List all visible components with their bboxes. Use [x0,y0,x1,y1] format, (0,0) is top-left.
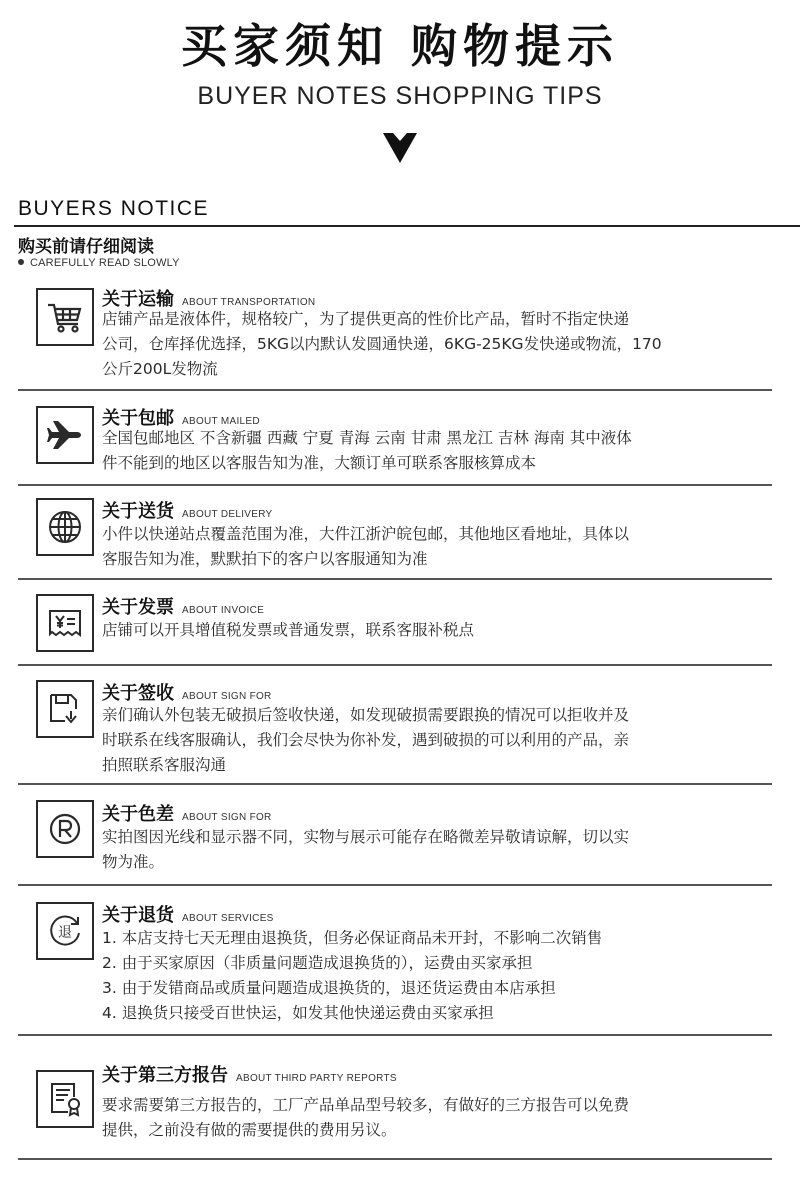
section-body [102,307,770,382]
body-line: 实拍图因光线和显示器不同，实物与展示可能存在略微差异敬请谅解，切以实 [102,828,630,846]
section-title-cn: 关于签收 [102,683,174,704]
registered-icon [36,800,94,858]
section-body [102,1093,770,1143]
return-icon-glyph: 退 [58,925,72,941]
section-title [102,800,272,826]
section-title-cn: 关于色差 [102,804,174,825]
body-line: 物为准。 [102,853,165,871]
section-divider [18,1158,772,1160]
section-body [102,522,770,572]
section-body [102,703,770,778]
body-line: 拍照联系客服沟通 [102,756,227,774]
section-body [102,825,770,875]
body-line: 件不能到的地区以客服告知为准，大额订单可联系客服核算成本 [102,454,537,472]
section-title-en: ABOUT DELIVERY [182,509,273,520]
body-line: 客服告知为准，默默拍下的客户以客服通知为准 [102,550,428,568]
section-title-cn: 关于包邮 [102,408,174,429]
section-divider [18,484,772,486]
notice-cn: 购买前请仔细阅读 [18,237,154,257]
section-divider [18,664,772,666]
section-title-en: ABOUT SIGN FOR [182,812,272,823]
report-icon [36,1070,94,1128]
section-body [102,426,770,476]
notice-rule [14,225,800,227]
return-icon [36,902,94,960]
section-divider [18,884,772,886]
shopping-cart-icon [36,288,94,346]
body-line: 亲们确认外包装无破损后签收快递，如发现破损需要跟换的情况可以拒收并及 [102,706,630,724]
globe-icon [36,498,94,556]
section-title-cn: 关于运输 [102,289,174,310]
section-title [102,901,274,927]
section-title-en: ABOUT SERVICES [182,913,274,924]
section-title-cn: 关于发票 [102,597,174,618]
section-title [102,679,272,705]
body-line: 小件以快递站点覆盖范围为准，大件江浙沪皖包邮，其他地区看地址，具体以 [102,525,630,543]
section-body [102,926,770,1026]
sign-for-icon [36,680,94,738]
page-subtitle: BUYER NOTES SHOPPING TIPS [197,82,603,110]
section-divider [18,389,772,391]
body-line: 4. 退换货只接受百世快运，如发其他快递运费由买家承担 [102,1004,494,1022]
page-title: 买家须知 购物提示 [180,19,619,73]
section-title-en: ABOUT MAILED [182,416,260,427]
notice-heading: BUYERS NOTICE [18,197,210,220]
bullet-dot-icon [18,259,24,265]
body-line: 1. 本店支持七天无理由退换货，但务必保证商品未开封，不影响二次销售 [102,929,603,947]
body-line: 要求需要第三方报告的，工厂产品单品型号较多，有做好的三方报告可以免费 [102,1096,630,1114]
body-line: 提供，之前没有做的需要提供的费用另议。 [102,1121,397,1139]
down-arrow-icon [383,133,417,163]
section-divider [18,1034,772,1036]
section-title-en: ABOUT TRANSPORTATION [182,297,316,308]
body-line: 店铺可以开具增值税发票或普通发票，联系客服补税点 [102,621,475,639]
section-divider [18,578,772,580]
section-title [102,497,273,523]
body-line: 3. 由于发错商品或质量问题造成退换货的，退还货运费由本店承担 [102,979,556,997]
notice-en-text: CAREFULLY READ SLOWLY [30,257,180,269]
airplane-icon [36,406,94,464]
notice-en [18,257,180,269]
body-line: 全国包邮地区 不含新疆 西藏 宁夏 青海 云南 甘肃 黑龙江 吉林 海南 其中液体 [102,429,632,447]
body-line: 公斤200L发物流 [102,360,218,378]
section-title-cn: 关于第三方报告 [102,1065,228,1086]
section-title [102,1061,397,1087]
invoice-icon [36,594,94,652]
body-line: 时联系在线客服确认，我们会尽快为你补发，遇到破损的可以利用的产品，亲 [102,731,630,749]
section-title-en: ABOUT INVOICE [182,605,265,616]
section-body [102,618,770,643]
section-title-cn: 关于送货 [102,501,174,522]
section-title-cn: 关于退货 [102,905,174,926]
section-divider [18,783,772,785]
body-line: 2. 由于买家原因（非质量问题造成退换货的），运费由买家承担 [102,954,533,972]
section-title-en: ABOUT THIRD PARTY REPORTS [236,1073,397,1084]
body-line: 公司，仓库择优选择，5KG以内默认发圆通快递，6KG-25KG发快递或物流，170 [102,335,662,353]
body-line: 店铺产品是液体件，规格较广，为了提供更高的性价比产品，暂时不指定快递 [102,310,630,328]
section-title-en: ABOUT SIGN FOR [182,691,272,702]
section-title [102,593,264,619]
